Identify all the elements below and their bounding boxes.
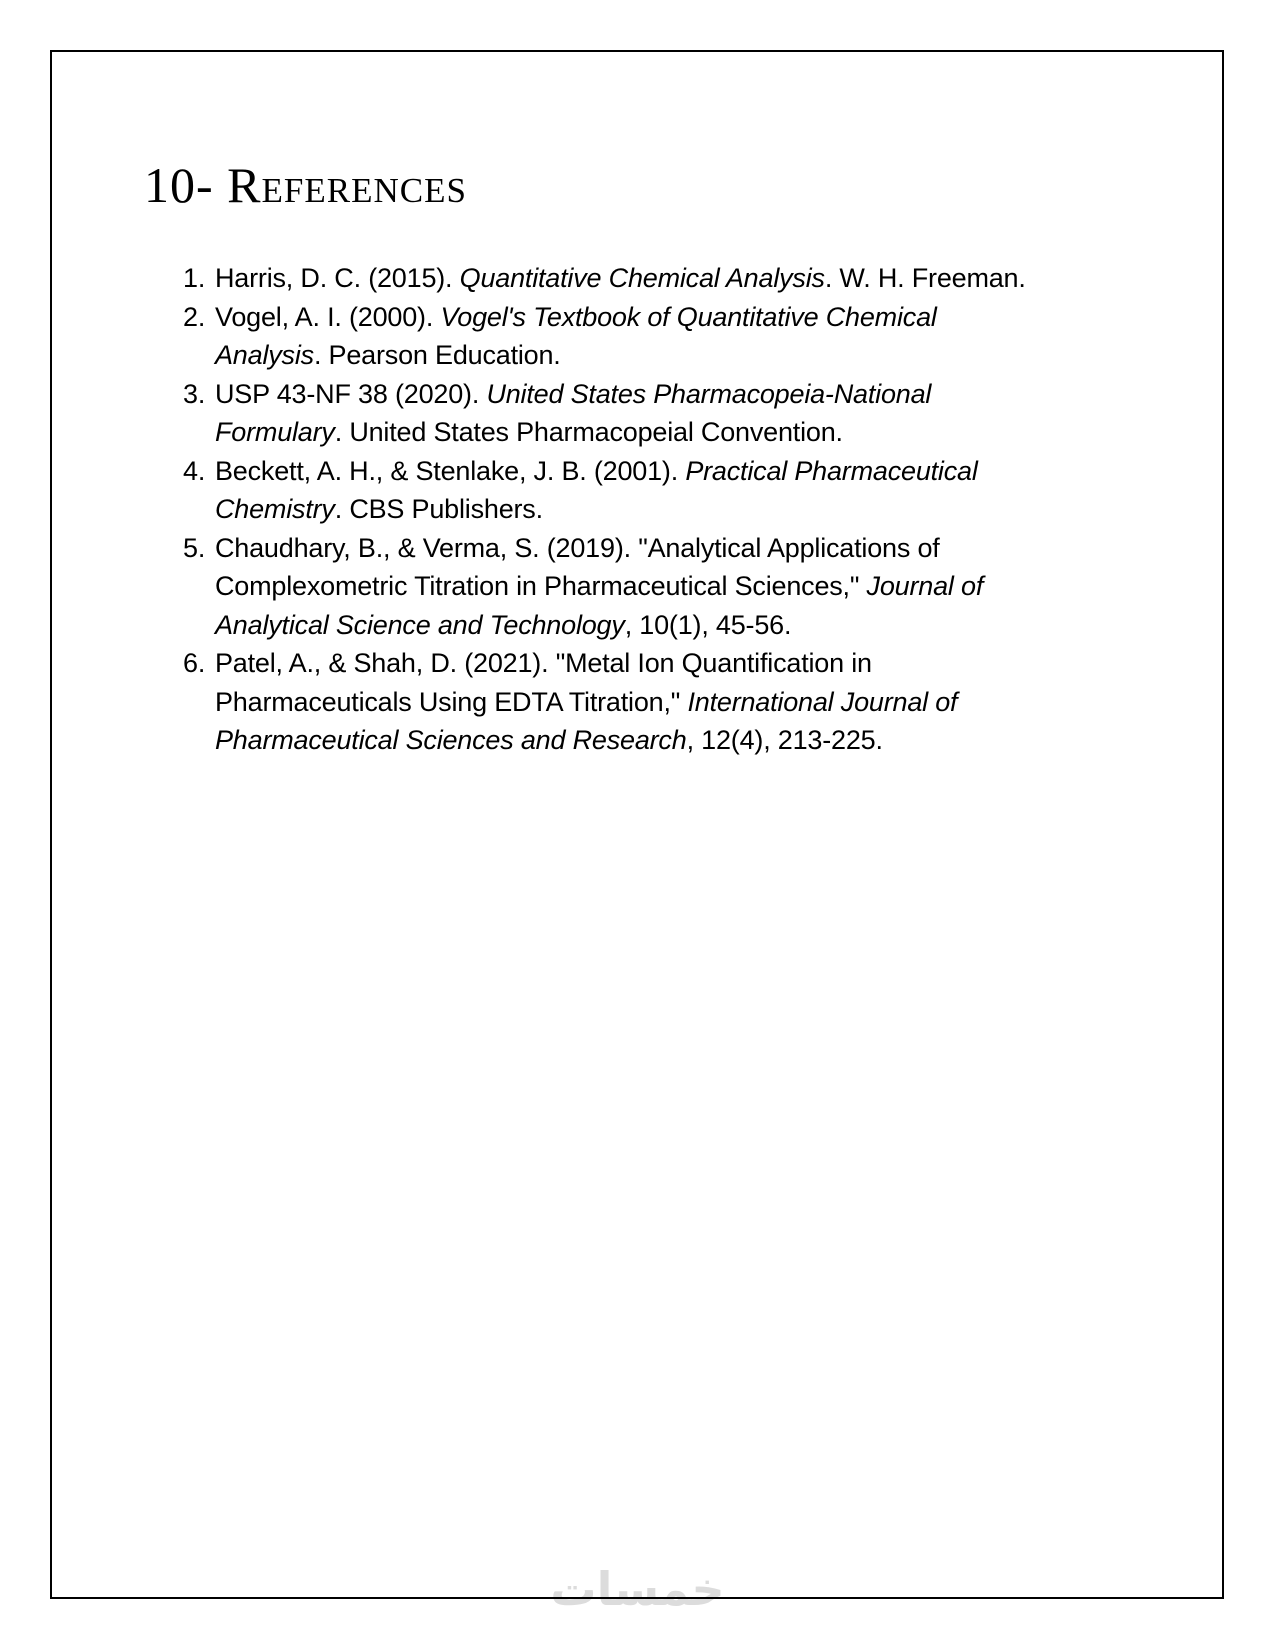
reference-title-italic: International Journal of xyxy=(687,686,958,717)
reference-title-italic: Practical Pharmaceutical xyxy=(685,455,978,486)
reference-item-6 xyxy=(183,644,1026,760)
reference-segment: Harris, D. C. (2015). xyxy=(215,263,460,293)
reference-title-italic: Vogel's Textbook of Quantitative Chemical xyxy=(440,301,937,332)
reference-line xyxy=(215,413,931,452)
reference-number: 4. xyxy=(183,455,206,486)
reference-line xyxy=(215,375,931,414)
reference-line xyxy=(215,452,978,491)
reference-segment: . United States Pharmacopeial Convention. xyxy=(334,417,843,447)
reference-segment: Pharmaceuticals Using EDTA Titration," xyxy=(215,686,688,717)
reference-segment: Patel, A., & Shah, D. (2021). "Metal Ion Quantification in xyxy=(215,648,872,678)
reference-line xyxy=(215,259,1026,298)
reference-title-italic: United States Pharmacopeia-National xyxy=(486,378,932,409)
reference-text xyxy=(215,529,983,645)
reference-segment: Chaudhary, B., & Verma, S. (2019). "Analytical Applications of xyxy=(215,532,940,563)
reference-segment: . W. H. Freeman. xyxy=(824,263,1026,293)
reference-number: 6. xyxy=(183,648,206,678)
reference-item-5 xyxy=(183,529,1026,645)
reference-segment: , 12(4), 213-225. xyxy=(686,725,883,755)
reference-title-italic: Analytical Science and Technology xyxy=(215,609,625,640)
khamsat-watermark: خمسات xyxy=(550,1562,725,1616)
reference-line xyxy=(215,683,957,722)
reference-segment: . Pearson Education. xyxy=(313,340,561,370)
reference-number: 2. xyxy=(183,301,206,332)
reference-text xyxy=(215,452,978,529)
reference-segment: . CBS Publishers. xyxy=(334,494,543,524)
reference-line xyxy=(215,298,937,337)
reference-title-italic: Pharmaceutical Sciences and Research xyxy=(215,725,687,755)
reference-segment: Beckett, A. H., & Stenlake, J. B. (2001). xyxy=(215,455,686,486)
reference-text xyxy=(215,375,931,452)
reference-segment: Complexometric Titration in Pharmaceutical Sciences," xyxy=(215,571,867,601)
reference-segment: USP 43-NF 38 (2020). xyxy=(215,378,487,409)
section-heading: 10- References xyxy=(144,157,467,213)
reference-item-1 xyxy=(183,259,1026,298)
reference-item-3 xyxy=(183,375,1026,452)
reference-line xyxy=(215,529,983,568)
reference-line xyxy=(215,606,983,645)
reference-line xyxy=(215,336,937,375)
reference-line xyxy=(215,644,957,683)
reference-segment: , 10(1), 45-56. xyxy=(624,609,792,640)
reference-text xyxy=(215,298,937,375)
reference-title-italic: Formulary xyxy=(215,417,335,447)
reference-title-italic: Journal of xyxy=(866,571,984,601)
reference-title-italic: Quantitative Chemical Analysis xyxy=(459,263,825,293)
references-list xyxy=(183,259,1026,760)
reference-title-italic: Chemistry xyxy=(215,494,335,524)
reference-item-2 xyxy=(183,298,1026,375)
reference-item-4 xyxy=(183,452,1026,529)
reference-number: 3. xyxy=(183,378,206,409)
reference-line xyxy=(215,567,983,606)
reference-segment: Vogel, A. I. (2000). xyxy=(215,301,441,332)
reference-text xyxy=(215,259,1026,298)
reference-number: 5. xyxy=(183,532,206,563)
reference-text xyxy=(215,644,957,760)
reference-title-italic: Analysis xyxy=(215,340,314,370)
reference-line xyxy=(215,721,957,760)
reference-line xyxy=(215,490,978,529)
reference-number: 1. xyxy=(183,263,206,293)
